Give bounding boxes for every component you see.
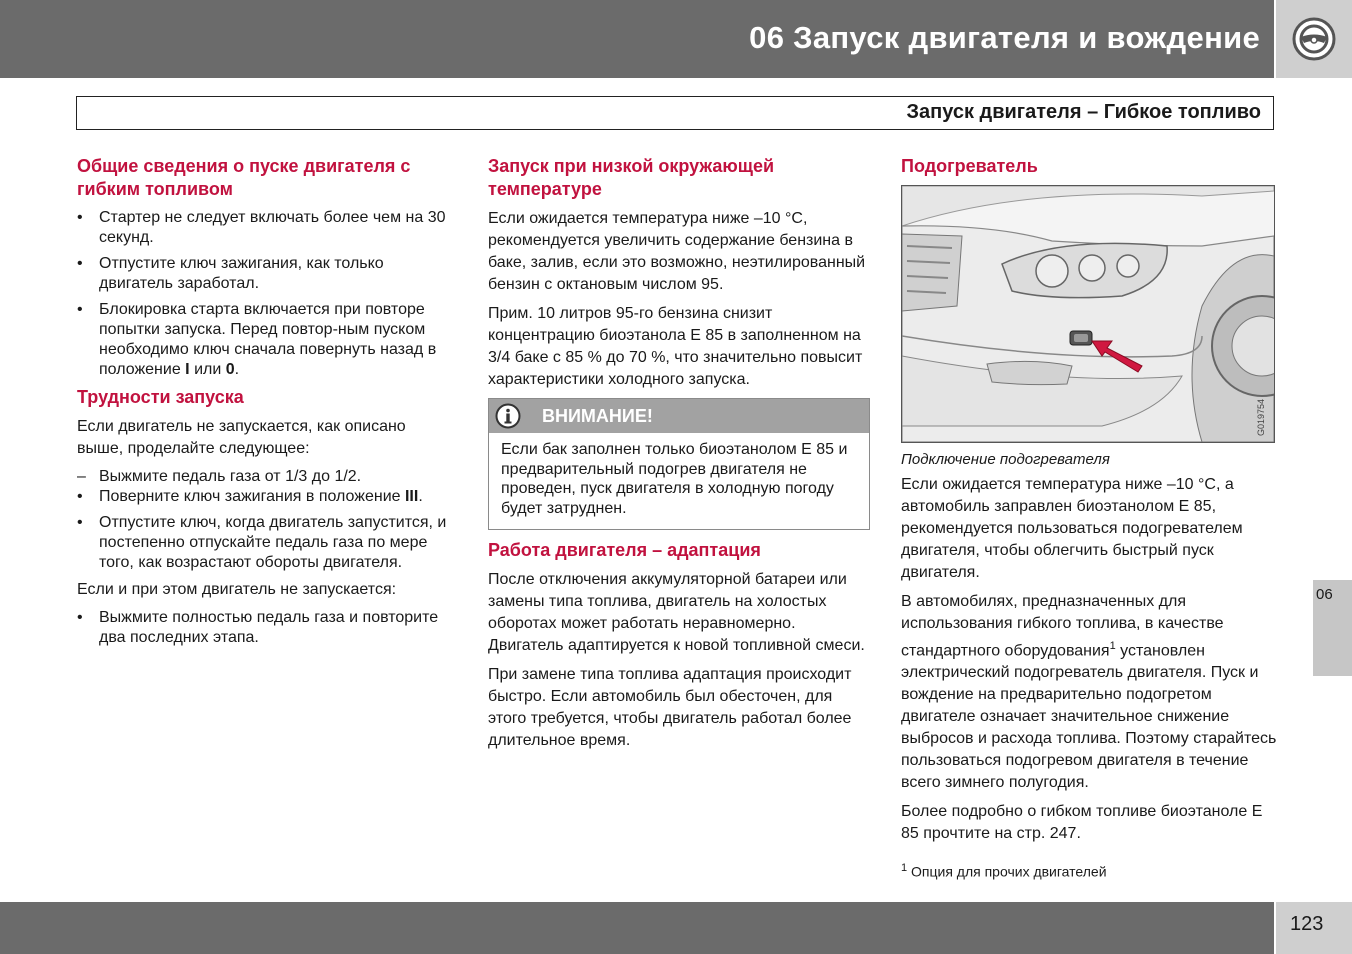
- paragraph: Если и при этом двигатель не запускается:: [77, 581, 397, 598]
- list-item-text: или: [189, 361, 226, 378]
- chapter-icon-box: [1276, 0, 1352, 78]
- list-item: [77, 254, 455, 294]
- paragraph: [901, 591, 1279, 794]
- key-position-I: I: [185, 361, 190, 378]
- footnote-text: Опция для прочих двигателей: [907, 863, 1107, 880]
- list-item-text: Блокировка старта включается при повторе попытки запуска. Перед повтор-ным пуском необходимо ключ сначала повернуть назад в положение: [99, 301, 437, 378]
- heading-cold-start: Запуск при низкой окружающей температуре: [488, 156, 775, 199]
- side-tab-label: 06: [1316, 586, 1333, 603]
- heading-general-start: Общие сведения о пуске двигателя с гибким топливом: [77, 156, 411, 199]
- list-item: [77, 208, 455, 248]
- key-position-III: III: [404, 488, 419, 505]
- list-item-text: Отпустите ключ, когда двигатель запустится, и постепенно отпускайте педаль газа по мере того, как возрастают обороты двигателя.: [99, 514, 447, 571]
- paragraph: При замене типа топлива адаптация происходит быстро. Если автомобиль был обесточен, для этого требуется, чтобы двигатель работал более длительное время.: [488, 666, 852, 749]
- heading-heater: Подогреватель: [901, 156, 1038, 176]
- bullet-marker: •: [77, 209, 83, 226]
- section-title: Запуск двигателя – Гибкое топливо: [906, 101, 1261, 123]
- bullet-marker: •: [77, 609, 83, 626]
- list-item: [77, 513, 455, 573]
- footnote-mark: 1: [901, 862, 908, 875]
- list-item-text: Стартер не следует включать более чем на 30 секунд.: [99, 209, 446, 246]
- paragraph-text: установлен электрический подогреватель двигателя. Пуск и вождение на предварительно подогретом двигателе означает значительное снижение выбросов и расхода топлива. Поэтому старайтесь пользоваться подогревом двигателя в течение всего зимнего полугодия.: [901, 642, 1277, 792]
- footnote: [901, 857, 1279, 883]
- list-item-text: Поверните ключ зажигания в положение: [99, 488, 405, 505]
- footer-bar: [0, 902, 1274, 954]
- steps-list-c: [77, 608, 455, 648]
- column-2: [488, 155, 866, 759]
- bullet-marker: •: [77, 514, 83, 531]
- column-3: [901, 155, 1279, 883]
- bullet-marker: •: [77, 488, 83, 505]
- chapter-side-tab: [1313, 580, 1352, 676]
- list-item: [77, 300, 455, 380]
- list-item: [77, 467, 455, 487]
- list-item-text: .: [418, 488, 423, 505]
- steering-wheel-icon: [1291, 16, 1337, 62]
- list-item: [77, 487, 455, 507]
- section-title-box: [76, 96, 1274, 130]
- list-item: [77, 608, 455, 648]
- figure-caption: Подключение подогревателя: [901, 451, 1110, 468]
- steps-list-b: [77, 513, 455, 573]
- paragraph-text: В автомобилях, предназначенных для использования гибкого топлива, в качестве стандартного оборудования: [901, 593, 1224, 660]
- paragraph: Если ожидается температура ниже –10 °C, а автомобиль заправлен биоэтанолом E 85, рекомендуется пользоваться подогревателем двигателя, чтобы облегчить быстрый пуск двигателя.: [901, 476, 1243, 581]
- footnote-ref: 1: [1109, 640, 1116, 652]
- paragraph: После отключения аккумуляторной батареи или замены типа топлива, двигатель на холостых оборотах может работать неравномерно. Двигатель адаптируется к новой топливной смеси.: [488, 571, 865, 654]
- paragraph: Если двигатель не запускается, как описано выше, проделайте следующее:: [77, 418, 406, 457]
- chapter-title: 06 Запуск двигателя и вождение: [749, 20, 1260, 55]
- page-number-box: [1276, 902, 1352, 954]
- header-bar: [0, 0, 1274, 78]
- steps-list-a: [77, 467, 455, 507]
- list-item-text: .: [234, 361, 240, 378]
- list-item-text: Выжмите полностью педаль газа и повторите два последних этапа.: [99, 609, 439, 646]
- column-1: [77, 155, 455, 654]
- info-icon: [494, 403, 522, 429]
- warning-header: [489, 399, 869, 433]
- list-item-text: Отпустите ключ зажигания, как только двигатель заработал.: [99, 255, 384, 292]
- heading-adaptation: Работа двигателя – адаптация: [488, 540, 761, 560]
- bullet-marker: •: [77, 255, 83, 272]
- key-position-0: 0: [225, 361, 235, 378]
- paragraph: Более подробно о гибком топливе биоэтаноле E 85 прочтите на стр. 247.: [901, 803, 1263, 843]
- figure-code: G019754: [1256, 398, 1266, 436]
- heater-connection-figure: [901, 185, 1275, 443]
- warning-box: [488, 398, 870, 530]
- paragraph: Прим. 10 литров 95-го бензина снизит концентрацию биоэтанола E 85 в заполненном на 3/4 баке с 85 % до 70 %, что значительно повысит характеристики холодного запуска.: [488, 305, 863, 388]
- paragraph: Если ожидается температура ниже –10 °C, рекомендуется увеличить содержание бензина в баке, залив, если это возможно, неэтилированный бензин с октановым числом 95.: [488, 210, 866, 293]
- page-number: 123: [1290, 913, 1324, 935]
- dash-marker: –: [77, 468, 86, 485]
- warning-title: ВНИМАНИЕ!: [542, 406, 653, 426]
- bullet-marker: •: [77, 301, 83, 318]
- warning-text: Если бак заполнен только биоэтанолом E 85 и предварительный подогрев двигателя не проведен, пуск двигателя в холодную погоду будет затруднен.: [501, 441, 848, 517]
- car-front-illustration: [902, 186, 1274, 442]
- general-bullets: [77, 208, 455, 380]
- heading-start-problems: Трудности запуска: [77, 387, 244, 407]
- list-item-text: Выжмите педаль газа от 1/3 до 1/2.: [99, 468, 362, 485]
